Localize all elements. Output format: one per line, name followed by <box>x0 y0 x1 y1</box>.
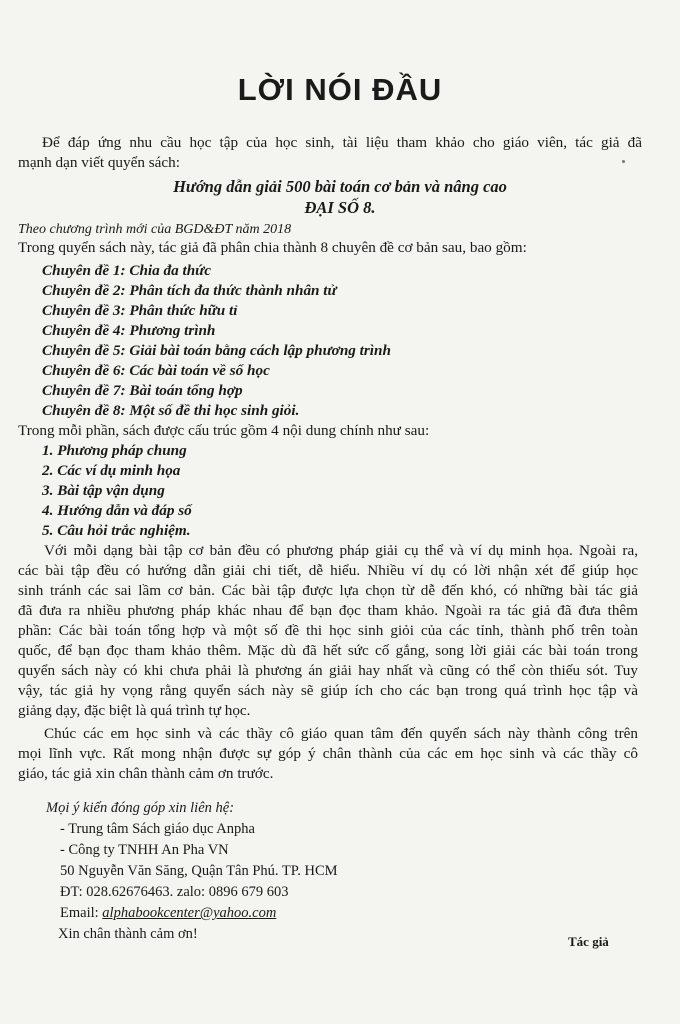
structure-item: 1. Phương pháp chung <box>42 442 187 459</box>
program-note: Theo chương trình mới của BGD&ĐT năm 2018 <box>18 222 292 237</box>
topic-item: Chuyên đề 3: Phân thức hữu tỉ <box>42 302 238 319</box>
email-link[interactable]: alphabookcenter@yahoo.com <box>102 905 277 921</box>
paragraph-line: giáo, tác giả xin chân thành cảm ơn trước. <box>18 765 274 782</box>
paragraph-line: đã đưa ra nhiều phương pháp khác nhau để bạn đọc tham khảo. Ngoài ra tác giả đã đưa thêm <box>18 602 638 619</box>
paragraph-line: mọi lĩnh vực. Rất mong nhận được sự góp ý chân thành của các em học sinh và các thầy cô <box>18 745 638 762</box>
contact-address: 50 Nguyễn Văn Săng, Quận Tân Phú. TP. HCM <box>60 863 338 879</box>
structure-item: 4. Hướng dẫn và đáp số <box>42 502 192 519</box>
paragraph-line: các bài tập đều có hướng dẫn giải chi tiết, dễ hiểu. Nhiều ví dụ có lời nhận xét để giúp học <box>18 562 638 579</box>
paragraph-line: sinh tránh các sai lầm cơ bản. Các bài tập được lựa chọn từ dễ đến khó, có những bài tác giả <box>18 582 638 599</box>
topic-item: Chuyên đề 1: Chia đa thức <box>42 262 212 279</box>
structure-item: 2. Các ví dụ minh họa <box>42 462 181 479</box>
contact-email-row <box>60 903 276 923</box>
topic-item: Chuyên đề 4: Phương trình <box>42 322 216 339</box>
thanks-text: Xin chân thành cảm ơn! <box>58 926 198 942</box>
topics-intro: Trong quyển sách này, tác giả đã phân chia thành 8 chuyên đề cơ bản sau, bao gồm: <box>18 239 527 256</box>
paragraph-line: Chúc các em học sinh và các thầy cô giáo quan tâm đến quyển sách này thành công trên <box>44 725 638 742</box>
page-title: LỜI NÓI ĐẦU <box>237 72 443 107</box>
intro-line-2: mạnh dạn viết quyển sách: <box>18 154 180 171</box>
book-title: Hướng dẫn giải 500 bài toán cơ bản và nâng cao <box>173 177 507 196</box>
topic-item: Chuyên đề 5: Giải bài toán bằng cách lập phương trình <box>42 342 391 359</box>
author-signature: Tác giả <box>568 934 609 949</box>
structure-item: 3. Bài tập vận dụng <box>42 482 165 499</box>
paragraph-line: vậy, tác giả hy vọng rằng quyển sách này sẽ giúp ích cho các bạn trong quá trình học tập và <box>18 682 638 699</box>
book-subject: ĐẠI SỐ 8. <box>304 198 376 217</box>
email-label: Email: <box>60 905 103 921</box>
topic-item: Chuyên đề 7: Bài toán tổng hợp <box>42 382 243 399</box>
contact-line: - Công ty TNHH An Pha VN <box>60 842 229 858</box>
structure-intro: Trong mỗi phần, sách được cấu trúc gồm 4 nội dung chính như sau: <box>18 422 430 439</box>
paragraph-line: giảng dạy, đặc biệt là quá trình tự học. <box>18 702 251 719</box>
structure-item: 5. Câu hỏi trắc nghiệm. <box>42 522 191 539</box>
topic-item: Chuyên đề 6: Các bài toán về số học <box>42 362 270 379</box>
topic-item: Chuyên đề 2: Phân tích đa thức thành nhân tử <box>42 282 337 299</box>
topic-item: Chuyên đề 8: Một số đề thi học sinh giỏi. <box>42 402 300 419</box>
paragraph-line: phần: Các bài toán tổng hợp và một số đề thi học sinh giỏi của các tỉnh, thành phố trên toàn <box>18 622 638 639</box>
intro-line-1: Để đáp ứng nhu cầu học tập của học sinh, tài liệu tham khảo cho giáo viên, tác giả đã <box>42 134 642 151</box>
paragraph-line: Với mỗi dạng bài tập cơ bản đều có phương pháp giải cụ thể và ví dụ minh họa. Ngoài ra, <box>44 542 638 559</box>
contact-line: - Trung tâm Sách giáo dục Anpha <box>60 821 255 837</box>
contact-heading: Mọi ý kiến đóng góp xin liên hệ: <box>46 800 235 816</box>
scan-speck <box>622 160 625 163</box>
contact-phone: ĐT: 028.62676463. zalo: 0896 679 603 <box>60 884 289 900</box>
paragraph-line: quốc, để bạn đọc tham khảo thêm. Mặc dù đã hết sức cố gắng, song lời giải các bài toán trong <box>18 642 638 659</box>
paragraph-line: quyển sách này có khi chưa phải là phương án giải hay nhất và cũng có thể còn thiếu sót. Tuy <box>18 662 638 679</box>
